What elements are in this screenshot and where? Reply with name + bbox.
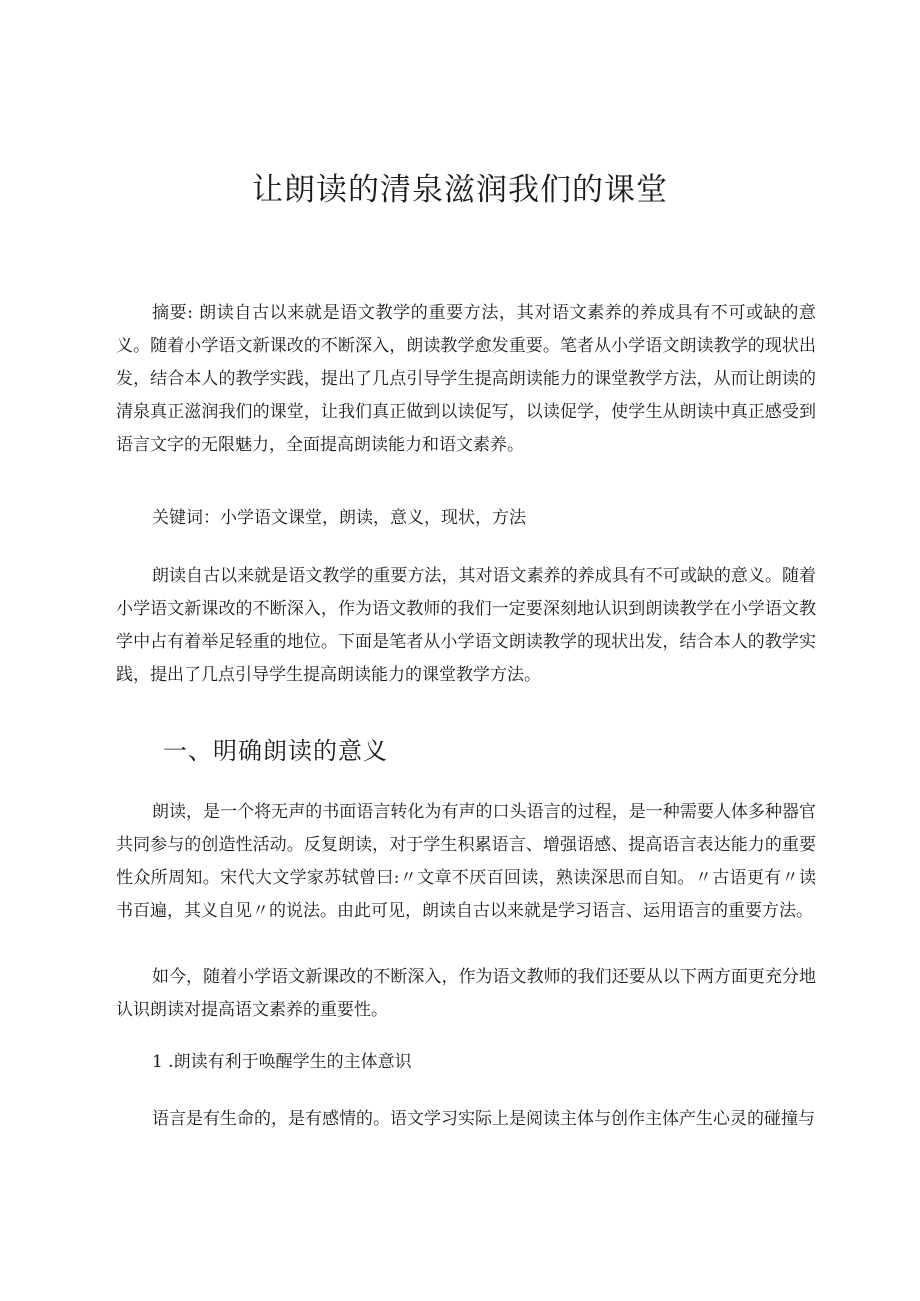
section-heading: 一、明确朗读的意义 [163,737,388,765]
section-paragraph: 朗读，是一个将无声的书面语言转化为有声的口头语言的过程，是一种需要人体多种器官共同参与的创造性活动。反复朗读，对于学生积累语言、增强语感、提高语言表达能力的重要性众所周知。宋代大文学家苏轼曾曰:〃文章不厌百回读，熟读深思而自知。〃古语更有〃读书百遍，其义自见〃的说法。由此可见，朗读自古以来就是学习语言、运用语言的重要方法。 [116,802,816,921]
section-paragraph: 如今，随着小学语文新课改的不断深入，作为语文教师的我们还要从以下两方面更充分地认识朗读对提高语文素养的重要性。 [116,967,816,1020]
section-paragraph: 语言是有生命的，是有感情的。语文学习实际上是阅读主体与创作主体产生心灵的碰撞与 [152,1109,815,1129]
subsection-heading: 1 .朗读有利于唤醒学生的主体意识 [152,1052,412,1072]
intro-paragraph: 朗读自古以来就是语文教学的重要方法，其对语文素养的养成具有不可或缺的意义。随着小学语文新课改的不断深入，作为语文教师的我们一定要深刻地认识到朗读教学在小学语文教学中占有着举足轻重的地位。下面是笔者从小学语文朗读教学的现状出发，结合本人的教学实践，提出了几点引导学生提高朗读能力的课堂教学方法。 [116,566,816,685]
document-title: 让朗读的清泉滋润我们的课堂 [252,172,668,208]
keywords-line: 关键词：小学语文课堂，朗读，意义，现状，方法 [152,508,526,528]
abstract-paragraph: 摘要: 朗读自古以来就是语文教学的重要方法，其对语文素养的养成具有不可或缺的意义。随着小学语文新课改的不断深入，朗读教学愈发重要。笔者从小学语文朗读教学的现状出发，结合本人的教学实践，提出了几点引导学生提高朗读能力的课堂教学方法，从而让朗读的清泉真正滋润我们的课堂，让我们真正做到以读促写，以读促学，使学生从朗读中真正感受到语言文字的无限魅力，全面提高朗读能力和语文素养。 [116,303,816,455]
